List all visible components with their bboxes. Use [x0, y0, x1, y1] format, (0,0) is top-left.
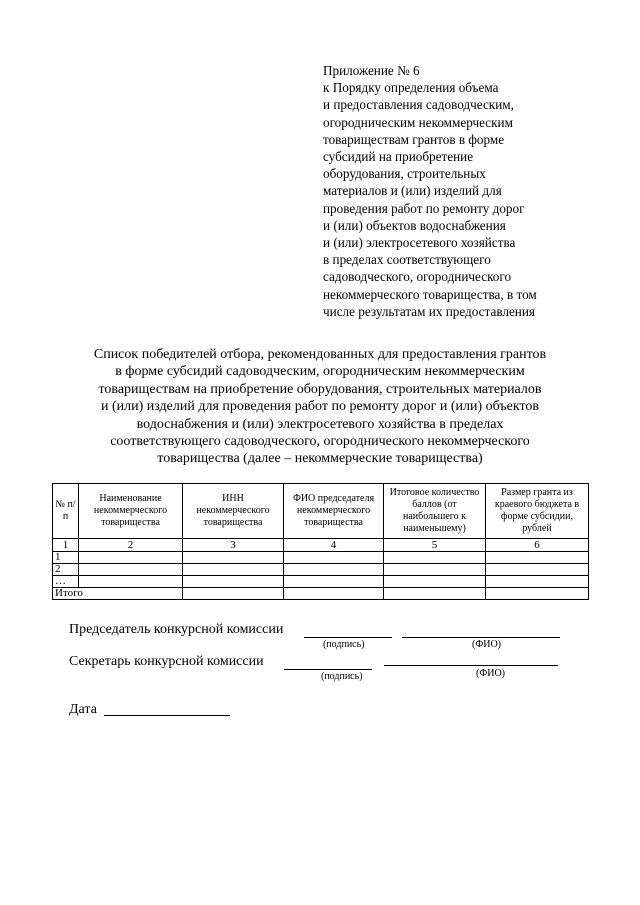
column-number: 5	[384, 539, 486, 552]
appendix-line: и предоставления садоводческим,	[323, 97, 514, 113]
table-header-row	[53, 484, 589, 539]
title-line: товарищества (далее – некоммерческие товарищества)	[157, 451, 483, 467]
secretary-name-line[interactable]	[384, 665, 558, 666]
table-row	[53, 552, 589, 564]
signature-caption: (подпись)	[323, 639, 365, 650]
column-number: 2	[79, 539, 183, 552]
table-cell	[384, 564, 486, 576]
appendix-line: Приложение № 6	[323, 63, 420, 78]
table-cell	[183, 564, 284, 576]
table-cell	[183, 588, 284, 600]
document-title	[40, 346, 600, 468]
title-line: товариществам на приобретение оборудования, строительных материалов	[98, 381, 542, 397]
appendix-line: некоммерческого товарищества, в том	[323, 286, 537, 302]
secretary-signature-line[interactable]	[284, 669, 372, 670]
row-index: 1	[53, 552, 79, 564]
appendix-heading	[323, 62, 583, 320]
table-cell	[384, 588, 486, 600]
chairman-label: Председатель конкурсной комиссии	[69, 622, 284, 637]
row-index: 2	[53, 564, 79, 576]
appendix-line: и (или) объектов водоснабжения	[323, 217, 506, 233]
table-cell	[284, 576, 384, 588]
appendix-line: оборудования, строительных	[323, 166, 486, 182]
table-cell	[79, 564, 183, 576]
column-number: 3	[183, 539, 284, 552]
table-cell	[486, 576, 589, 588]
table-cell	[284, 588, 384, 600]
table-cell	[384, 552, 486, 564]
total-label: Итого	[53, 588, 183, 600]
total-row	[53, 588, 589, 600]
table-cell	[183, 552, 284, 564]
name-caption: (ФИО)	[472, 639, 502, 650]
table-cell	[384, 576, 486, 588]
table-row	[53, 576, 589, 588]
column-header: Итоговое количество баллов (от наибольшего к наименьшему)	[384, 484, 486, 539]
table-cell	[486, 564, 589, 576]
secretary-label: Секретарь конкурсной комиссии	[69, 654, 264, 669]
winners-table	[52, 483, 589, 600]
table-cell	[486, 552, 589, 564]
appendix-line: проведения работ по ремонту дорог	[323, 200, 525, 216]
appendix-line: и (или) электросетевого хозяйства	[323, 235, 516, 251]
table-cell	[486, 588, 589, 600]
title-line: в форме субсидий садоводческим, огородническим некоммерческим	[115, 364, 525, 380]
appendix-line: субсидий на приобретение	[323, 149, 474, 165]
appendix-line: материалов и (или) изделий для	[323, 183, 502, 199]
date-label: Дата	[69, 702, 97, 717]
column-header: Размер гранта из краевого бюджета в форме субсидии, рублей	[486, 484, 589, 539]
chairman-signature-line[interactable]	[304, 637, 392, 638]
table-cell	[284, 564, 384, 576]
appendix-line: садоводческого, огороднического	[323, 269, 512, 285]
appendix-line: в пределах соответствующего	[323, 252, 491, 268]
title-line: водоснабжения и (или) электросетевого хозяйства в пределах	[136, 416, 504, 432]
table-cell	[183, 576, 284, 588]
date-line[interactable]	[104, 715, 230, 716]
signature-caption: (подпись)	[321, 671, 363, 682]
appendix-line: товариществам грантов в форме	[323, 131, 505, 147]
title-line: соответствующего садоводческого, огороднического некоммерческого	[110, 434, 530, 450]
column-header: ИНН некоммерческого товарищества	[183, 484, 284, 539]
column-number: 4	[284, 539, 384, 552]
name-caption: (ФИО)	[476, 668, 506, 679]
chairman-name-line[interactable]	[402, 637, 560, 638]
column-header: № п/п	[53, 484, 79, 539]
row-index: …	[53, 576, 79, 588]
appendix-line: к Порядку определения объема	[323, 80, 499, 96]
table-row	[53, 564, 589, 576]
table-cell	[79, 552, 183, 564]
table-cell	[79, 576, 183, 588]
appendix-line: огородническим некоммерческим	[323, 114, 513, 130]
column-number: 6	[486, 539, 589, 552]
title-line: Список победителей отбора, рекомендованных для предоставления грантов	[93, 347, 547, 362]
title-line: и (или) изделий для проведения работ по ремонту дорог и (или) объектов	[100, 399, 540, 415]
column-number-row	[53, 539, 589, 552]
column-header: Наименование некоммерческого товарищества	[79, 484, 183, 539]
appendix-line: числе результатам их предоставления	[323, 303, 535, 319]
table-cell	[284, 552, 384, 564]
column-header: ФИО председателя некоммерческого товарищества	[284, 484, 384, 539]
column-number: 1	[53, 539, 79, 552]
